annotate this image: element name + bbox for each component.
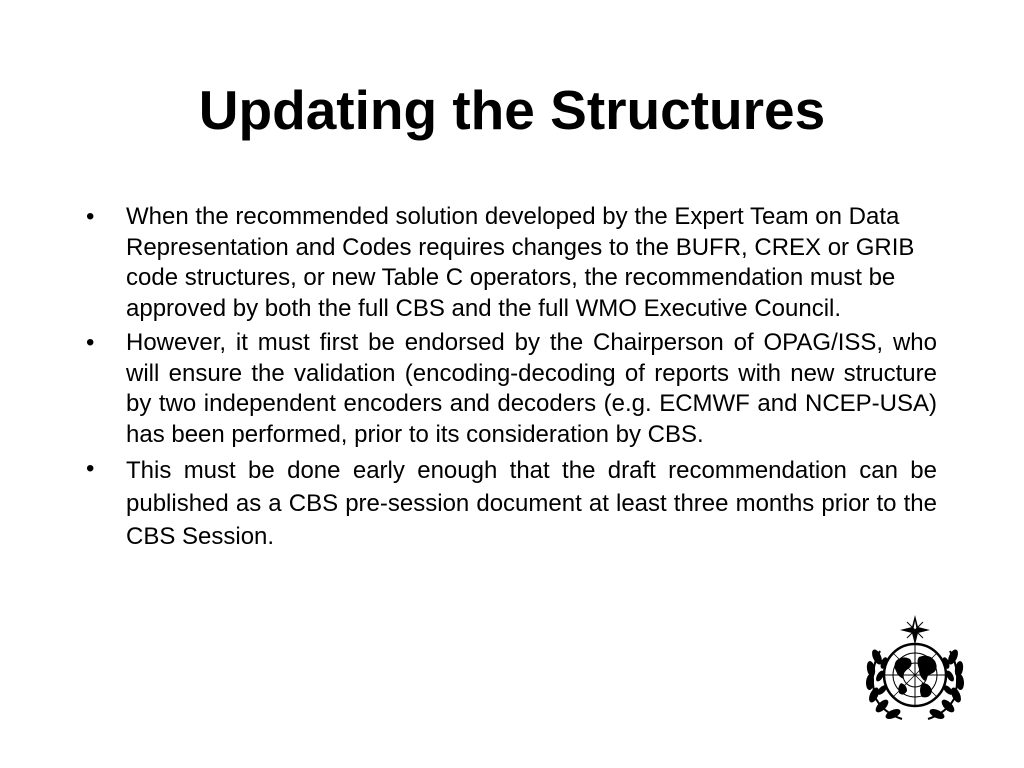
bullet-text: This must be done early enough that the draft recommendation can be published as a CBS pre-session document at least three months prior to the CBS Session.: [126, 457, 937, 550]
bullet-text: When the recommended solution developed by the Expert Team on Data Representation and Codes requires changes to the BUFR, CREX or GRIB code structures, or new Table C operators, the recommendation must be approved by both the full CBS and the full WMO Executive Council.: [126, 203, 915, 322]
bullet-item: [86, 202, 937, 324]
bullet-item: [86, 328, 937, 450]
wmo-emblem-icon: [856, 613, 974, 723]
bullet-list: [86, 202, 937, 557]
bullet-item: [86, 454, 937, 553]
slide-title: Updating the Structures: [198, 79, 826, 141]
bullet-marker: •: [86, 455, 95, 482]
bullet-text: However, it must first be endorsed by the Chairperson of OPAG/ISS, who will ensure the validation (encoding-decoding of reports with new structure by two independent encoders and decoders (e.g. ECMWF and NCEP-USA) has been performed, prior to its consideration by CBS.: [126, 329, 937, 448]
bullet-marker: •: [86, 329, 95, 356]
bullet-marker: •: [86, 203, 95, 230]
